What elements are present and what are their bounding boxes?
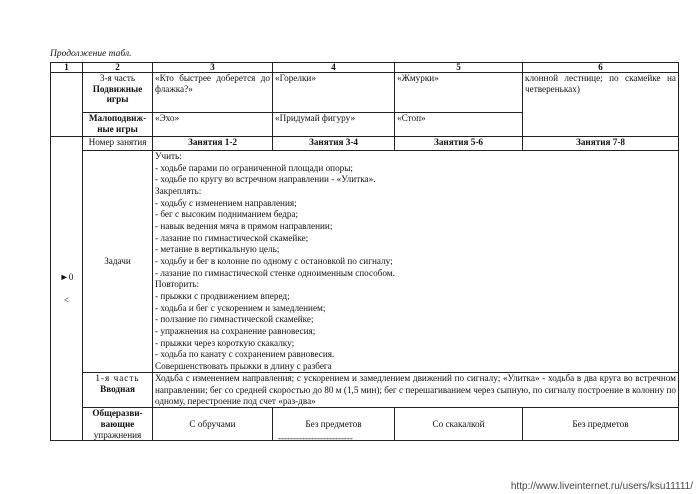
part3-row: [51, 73, 679, 113]
task-line: - ходьба по канату с сохранением равновесия.: [155, 349, 335, 360]
session-header: Занятия 1-2: [153, 137, 273, 151]
task-line: - навык ведения мяча в прямом направлении;: [155, 220, 333, 231]
task-line: - ходьбе по кругу во встречном направлении - «Улитка».: [155, 174, 376, 185]
session-header: Занятия 5-6: [395, 137, 523, 151]
column-number: 4: [273, 63, 395, 73]
column-number: 2: [83, 63, 153, 73]
arrow-marker: ►0: [59, 271, 74, 282]
part1-text: Ходьба с изменением направления; с ускорением и замедлением движений по сигналу; «Улитка» - ходьба в два круга во встречном направлении; бег со средней скоростью до 80 м (1,5 мин); бег с перешагиванием через сыпную, по сигналу построение в колонну по одному, перестроение под счет «раз-два»: [153, 373, 679, 408]
low-mobility-game-3: «Стоп»: [395, 113, 523, 137]
task-line: - ходьбе парами по ограниченной площади опоры;: [155, 162, 353, 173]
part3-label: [83, 73, 153, 113]
angle-symbol: <: [63, 294, 70, 305]
column-number: 5: [395, 63, 523, 73]
part1-label-line1: 1-я часть: [95, 373, 140, 384]
low-mobility-label-line1: Малоподвиж-: [88, 113, 147, 123]
general-label-line3: упражнения: [93, 429, 142, 440]
general-row: [51, 408, 679, 441]
empty-cell: [51, 73, 83, 137]
part3-label-line3: игры: [106, 94, 129, 105]
tasks-label: Задачи: [83, 151, 153, 373]
part3-game-1: «Кто быстрее доберется до флажка?»: [153, 73, 273, 113]
part3-game-4: клонной лестнице; по скамейке на четвереньках): [523, 73, 679, 137]
tasks-row: [51, 151, 679, 373]
task-line: Закреплять:: [155, 185, 202, 196]
program-table: [50, 62, 679, 441]
general-exercise: С обручами: [153, 408, 273, 441]
column-number: 1: [51, 63, 83, 73]
table-caption: Продолжение табл.: [50, 49, 132, 59]
task-line: - упражнения на сохранение равновесия;: [155, 325, 316, 336]
part1-label: [83, 373, 153, 408]
low-mobility-label-line2: ные игры: [97, 123, 138, 134]
tasks-list: [153, 151, 679, 373]
column-number: 3: [153, 63, 273, 73]
general-label-line2: вающие: [100, 418, 135, 429]
general-label-line1: Общеразви-: [92, 408, 143, 419]
session-header: Занятия 7-8: [523, 137, 679, 151]
task-line: Совершенствовать прыжки в длину с разбега: [155, 360, 332, 371]
task-line: - ходьба и бег с ускорением и замедлением;: [155, 302, 326, 313]
part3-game-2: «Горелки»: [273, 73, 395, 113]
general-exercise: Без предметов: [523, 408, 679, 441]
column-number-row: [51, 63, 679, 73]
task-line: - метание в вертикальную цель;: [155, 244, 280, 255]
task-line: - ходьбу и бег в колонне по одному с остановкой по сигналу;: [155, 255, 393, 266]
task-line: - прыжки с продвижением вперед;: [155, 290, 290, 301]
low-mobility-label: [83, 113, 153, 137]
part1-row: [51, 373, 679, 408]
part1-label-line2: Вводная: [100, 384, 135, 395]
part3-label-line1: 3-я часть: [99, 73, 136, 83]
sessions-row: [51, 137, 679, 151]
task-line: - ходьбу с изменением направления;: [155, 197, 297, 208]
general-label: [83, 408, 153, 441]
part3-game-3: «Жмурки»: [395, 73, 523, 113]
task-line: - лазание по гимнастической скамейке;: [155, 232, 309, 243]
part3-label-line2: Подвижные: [92, 83, 143, 94]
dash-line: -------------------------: [278, 433, 353, 443]
task-line: - прыжки через короткую скакалку;: [155, 337, 295, 348]
low-mobility-game-2: «Придумай фигуру»: [273, 113, 395, 137]
task-line: - бег с высоким подниманием бедра;: [155, 209, 299, 220]
sessions-label: Номер занятия: [83, 137, 153, 151]
general-exercise: Без предметов: [273, 408, 395, 441]
general-exercise: Со скакалкой: [395, 408, 523, 441]
column-number: 6: [523, 63, 679, 73]
watermark-url: http://www.liveinternet.ru/users/ksu11111/: [510, 481, 693, 492]
side-marker: [51, 137, 83, 441]
task-line: - ползание по гимнастической скамейке;: [155, 314, 314, 325]
low-mobility-game-1: «Эхо»: [153, 113, 273, 137]
task-line: Учить:: [155, 151, 182, 161]
task-line: - лазание по гимнастической стенке одноименным способом.: [155, 267, 395, 278]
session-header: Занятия 3-4: [273, 137, 395, 151]
task-line: Повторить:: [155, 279, 200, 290]
